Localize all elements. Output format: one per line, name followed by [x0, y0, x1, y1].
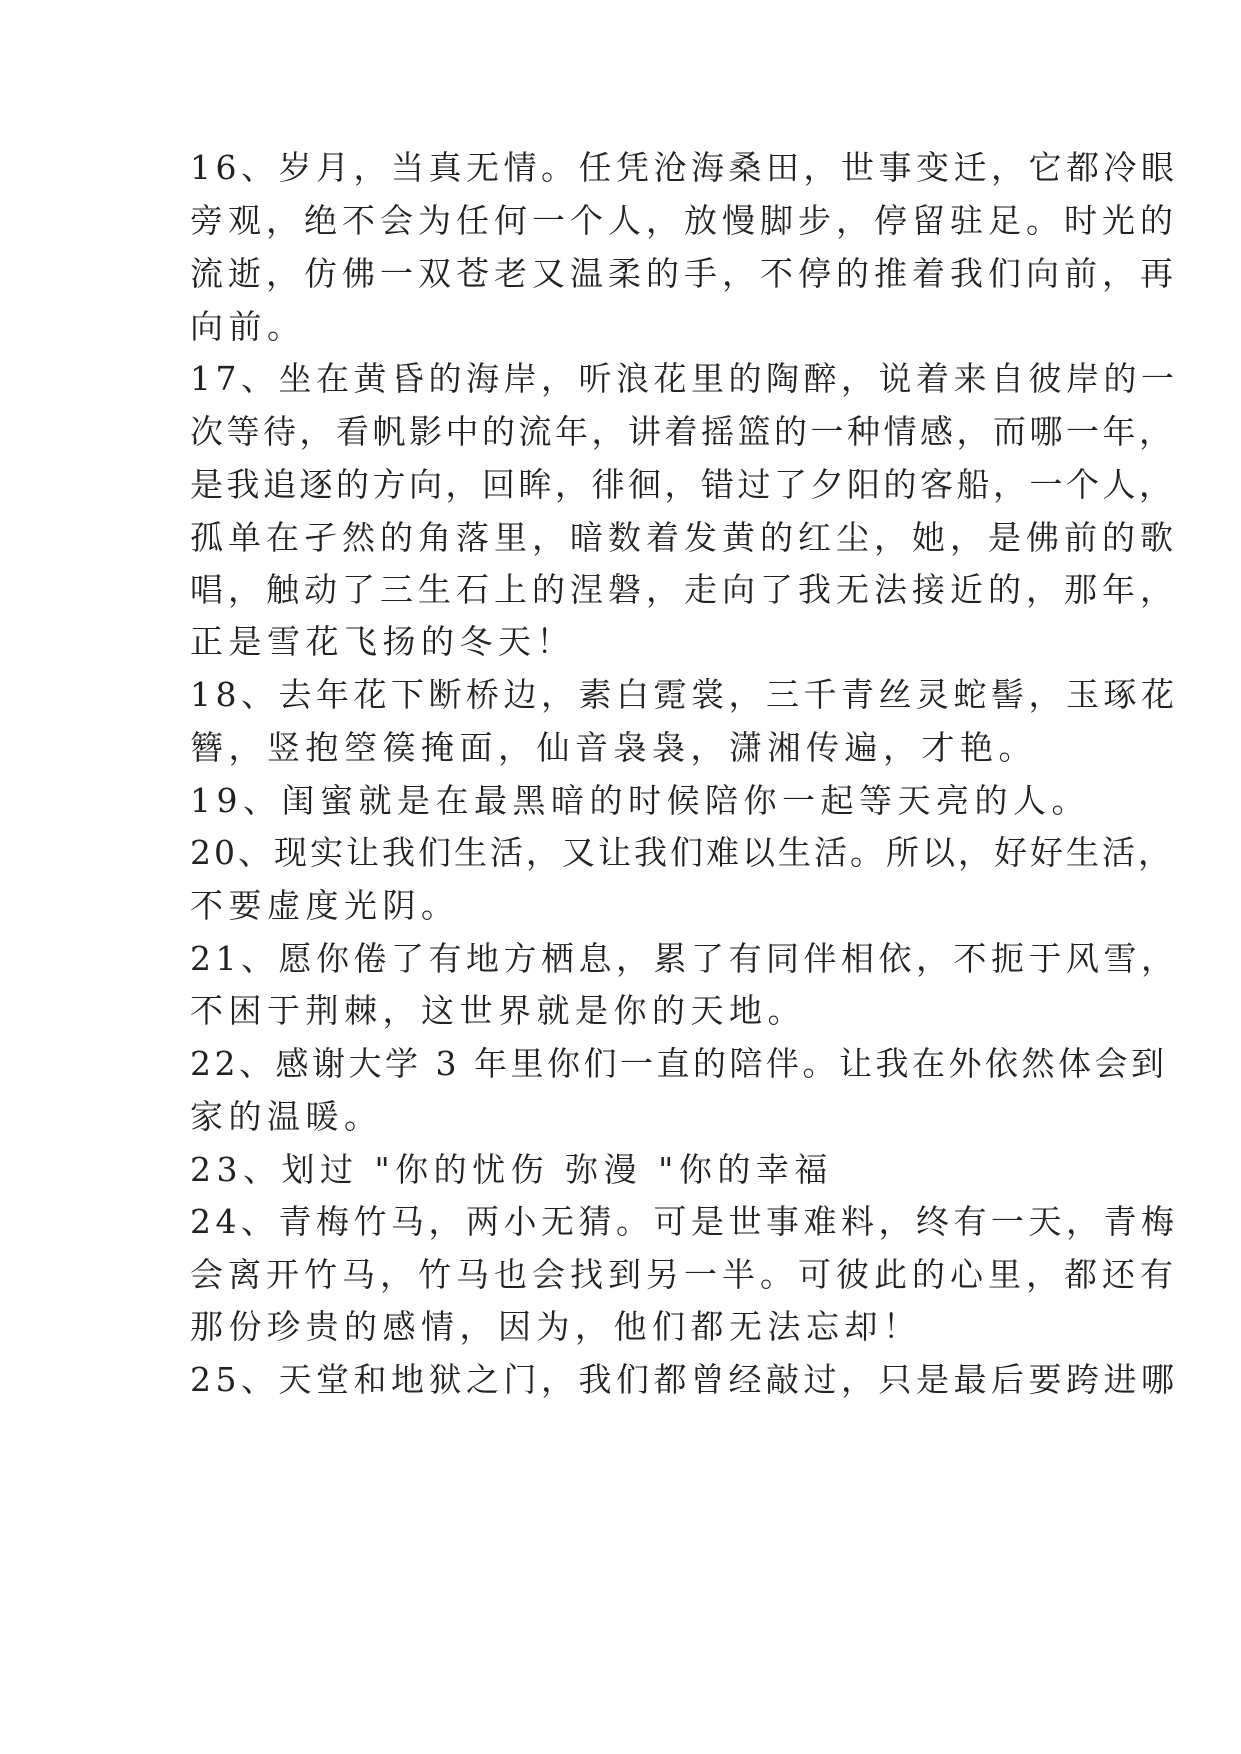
text-line: 20、现实让我们生活，又让我们难以生活。所以，好好生活，	[190, 833, 1174, 872]
text-line: 唱，触动了三生石上的涅磐，走向了我无法接近的，那年，	[190, 570, 1178, 609]
text-line: 家的温暖。	[190, 1097, 383, 1136]
text-line: 24、青梅竹马，两小无猜。可是世事难料，终有一天，青梅	[190, 1202, 1179, 1241]
text-line: 向前。	[190, 307, 306, 346]
text-line: 不要虚度光阴。	[190, 886, 460, 925]
text-line: 旁观，绝不会为任何一个人，放慢脚步，停留驻足。时光的	[190, 201, 1178, 240]
text-line: 22、感谢大学 3 年里你们一直的陪伴。让我在外依然体会到	[190, 1044, 1168, 1083]
text-line: 那份珍贵的感情，因为，他们都无法忘却！	[190, 1307, 922, 1346]
text-line: 18、去年花下断桥边，素白霓裳，三千青丝灵蛇髻，玉琢花	[190, 675, 1179, 714]
text-line: 23、划过 "你的忧伤 弥漫 "你的幸福	[190, 1150, 833, 1189]
text-line: 17、坐在黄昏的海岸，听浪花里的陶醉，说着来自彼岸的一	[190, 359, 1179, 398]
text-line: 会离开竹马，竹马也会找到另一半。可彼此的心里，都还有	[190, 1255, 1178, 1294]
text-line: 流逝，仿佛一双苍老又温柔的手，不停的推着我们向前，再	[190, 254, 1178, 293]
text-line: 次等待，看帆影中的流年，讲着摇篮的一种情感，而哪一年，	[190, 412, 1176, 451]
text-line: 不困于荆棘，这世界就是你的天地。	[190, 991, 806, 1030]
text-line: 簪，竖抱箜篌掩面，仙音袅袅，潇湘传遍，才艳。	[190, 728, 1037, 767]
text-line: 正是雪花飞扬的冬天！	[190, 622, 575, 661]
text-line: 25、天堂和地狱之门，我们都曾经敲过，只是最后要跨进哪	[190, 1360, 1179, 1399]
text-line: 孤单在孑然的角落里，暗数着发黄的红尘，她，是佛前的歌	[190, 518, 1178, 557]
text-line: 19、闺蜜就是在最黑暗的时候陪你一起等天亮的人。	[190, 781, 1090, 820]
text-line: 是我追逐的方向，回眸，徘徊，错过了夕阳的客船，一个人，	[190, 465, 1176, 504]
text-line: 21、愿你倦了有地方栖息，累了有同伴相依，不扼于风雪，	[190, 939, 1179, 978]
text-line: 16、岁月，当真无情。任凭沧海桑田，世事变迁，它都冷眼	[190, 148, 1179, 187]
